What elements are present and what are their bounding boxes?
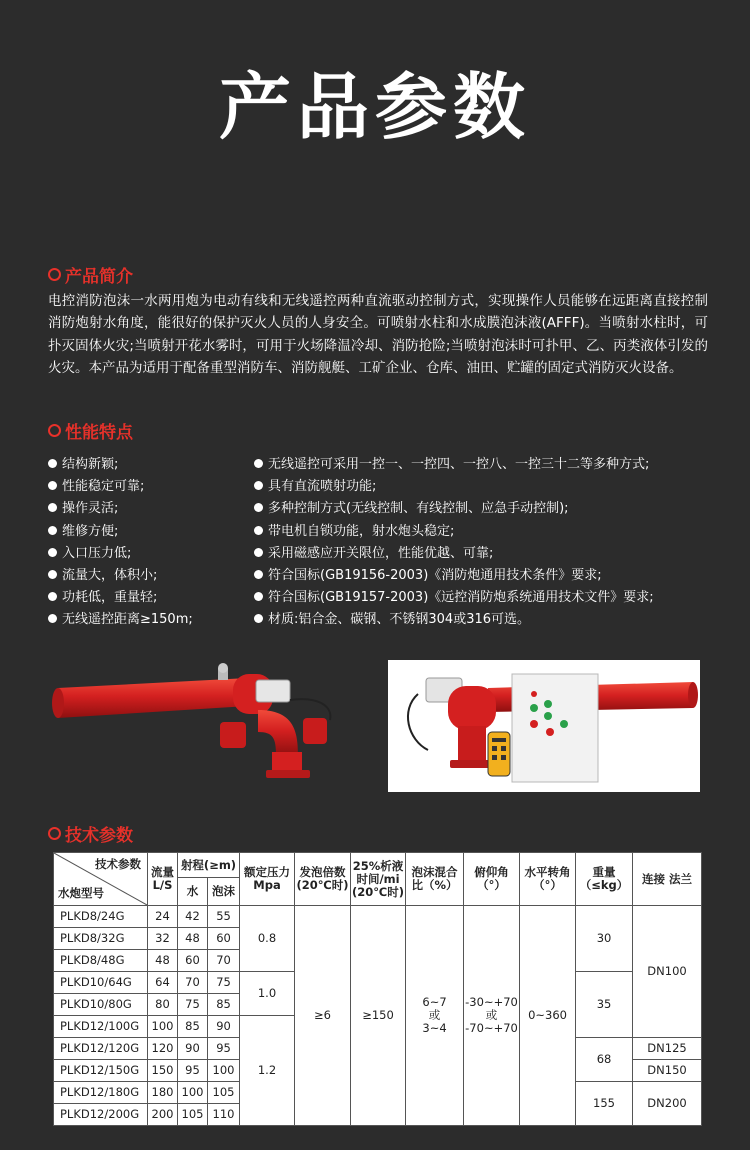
- model-cell: PLKD10/64G: [54, 972, 148, 994]
- feature-item: 操作灵活;: [48, 498, 248, 520]
- pitch-angle-cell: -30~+70 或 -70~+70: [464, 906, 520, 1126]
- feature-item: 无线遥控距离≥150m;: [48, 609, 248, 631]
- feature-item: 多种控制方式(无线控制、有线控制、应急手动控制);: [254, 498, 724, 520]
- water-range-cell: 85: [178, 1016, 208, 1038]
- header-flange: 连接 法兰: [633, 853, 702, 906]
- bullet-icon: [48, 614, 57, 623]
- flange-cell: DN100: [633, 906, 702, 1038]
- feature-item: 入口压力低;: [48, 543, 248, 565]
- model-cell: PLKD12/100G: [54, 1016, 148, 1038]
- weight-cell: 30: [576, 906, 633, 972]
- model-cell: PLKD10/80G: [54, 994, 148, 1016]
- flow-cell: 200: [148, 1104, 178, 1126]
- feature-item: 结构新颖;: [48, 454, 248, 476]
- feature-item: 符合国标(GB19157-2003)《远控消防炮系统通用技术文件》要求;: [254, 587, 724, 609]
- foam-range-cell: 90: [208, 1016, 240, 1038]
- flow-cell: 64: [148, 972, 178, 994]
- page-title: 产品参数: [218, 65, 531, 149]
- header-mix-ratio: 泡沫混合 比（%）: [406, 853, 464, 906]
- header-flow: 流量 L/S: [148, 853, 178, 906]
- bullet-icon: [48, 526, 57, 535]
- flow-cell: 100: [148, 1016, 178, 1038]
- intro-text: 电控消防泡沫一水两用炮为电动有线和无线遥控两种直流驱动控制方式，实现操作人员能够在远距离直接控制消防炮射水角度，能很好的保护灭火人员的人身安全。可喷射水柱和水成膜泡沫液(AFFF)。当喷射水柱时，可扑灭固体火灾;当喷射开花水雾时，可用于火场降温冷却、消防抢险;当喷射泡沫时可扑甲、乙、丙类液体引发的火灾。本产品为适用于配备重型消防车、消防舰艇、工矿企业、仓库、油田、贮罐的固定式消防灭火设备。: [48, 293, 708, 377]
- product-image-control-cabinet: [388, 660, 700, 792]
- expansion-cell: ≥6: [295, 906, 351, 1126]
- flow-cell: 180: [148, 1082, 178, 1104]
- circle-icon: [48, 268, 61, 281]
- model-cell: PLKD8/32G: [54, 928, 148, 950]
- bullet-icon: [48, 592, 57, 601]
- foam-range-cell: 105: [208, 1082, 240, 1104]
- model-cell: PLKD12/180G: [54, 1082, 148, 1104]
- header-weight: 重量 （≤kg）: [576, 853, 633, 906]
- header-model-label: 水炮型号: [58, 886, 104, 900]
- feature-item: 材质:铝合金、碳钢、不锈钢304或316可选。: [254, 609, 724, 631]
- header-spec-label: 技术参数: [95, 857, 141, 871]
- weight-cell: 68: [576, 1038, 633, 1082]
- flow-cell: 150: [148, 1060, 178, 1082]
- water-range-cell: 70: [178, 972, 208, 994]
- flow-cell: 48: [148, 950, 178, 972]
- product-image-monitor: [48, 660, 348, 790]
- drain-time-cell: ≥150: [351, 906, 406, 1126]
- flange-cell: DN200: [633, 1082, 702, 1126]
- pressure-cell: 1.0: [240, 972, 295, 1016]
- water-range-cell: 75: [178, 994, 208, 1016]
- flow-cell: 80: [148, 994, 178, 1016]
- foam-range-cell: 55: [208, 906, 240, 928]
- features-right: [254, 454, 724, 632]
- bullet-icon: [254, 459, 263, 468]
- flow-cell: 120: [148, 1038, 178, 1060]
- bullet-icon: [254, 503, 263, 512]
- water-range-cell: 95: [178, 1060, 208, 1082]
- model-cell: PLKD12/200G: [54, 1104, 148, 1126]
- intro-heading: 产品简介: [48, 266, 133, 288]
- bullet-icon: [254, 570, 263, 579]
- water-range-cell: 48: [178, 928, 208, 950]
- foam-range-cell: 100: [208, 1060, 240, 1082]
- feature-item: 采用磁感应开关限位，性能优越、可靠;: [254, 543, 724, 565]
- feature-item: 性能稳定可靠;: [48, 476, 248, 498]
- header-pressure: 额定压力 Mpa: [240, 853, 295, 906]
- flange-cell: DN150: [633, 1060, 702, 1082]
- weight-cell: 155: [576, 1082, 633, 1126]
- bullet-icon: [254, 548, 263, 557]
- feature-item: 带电机自锁功能，射水炮头稳定;: [254, 521, 724, 543]
- rotation-cell: 0~360: [520, 906, 576, 1126]
- water-range-cell: 42: [178, 906, 208, 928]
- bullet-icon: [48, 459, 57, 468]
- bullet-icon: [254, 481, 263, 490]
- bullet-icon: [48, 503, 57, 512]
- features-left: [48, 454, 248, 632]
- weight-cell: 35: [576, 972, 633, 1038]
- header-range-water: 水: [178, 878, 208, 906]
- feature-item: 流量大，体积小;: [48, 565, 248, 587]
- header-rotation-angle: 水平转角 （°）: [520, 853, 576, 906]
- model-cell: PLKD12/150G: [54, 1060, 148, 1082]
- bullet-icon: [48, 548, 57, 557]
- water-range-cell: 105: [178, 1104, 208, 1126]
- header-drain-time: 25%析液 时间/mi (20℃时): [351, 853, 406, 906]
- header-pitch-angle: 俯仰角 （°）: [464, 853, 520, 906]
- pressure-cell: 1.2: [240, 1016, 295, 1126]
- bullet-icon: [254, 592, 263, 601]
- model-cell: PLKD12/120G: [54, 1038, 148, 1060]
- feature-item: 维修方便;: [48, 521, 248, 543]
- water-range-cell: 60: [178, 950, 208, 972]
- flow-cell: 32: [148, 928, 178, 950]
- feature-item: 符合国标(GB19156-2003)《消防炮通用技术条件》要求;: [254, 565, 724, 587]
- foam-range-cell: 110: [208, 1104, 240, 1126]
- feature-item: 无线遥控可采用一控一、一控四、一控八、一控三十二等多种方式;: [254, 454, 724, 476]
- water-range-cell: 90: [178, 1038, 208, 1060]
- circle-icon: [48, 827, 61, 840]
- model-cell: PLKD8/48G: [54, 950, 148, 972]
- features-heading: 性能特点: [48, 422, 133, 444]
- bullet-icon: [254, 526, 263, 535]
- spec-table: [53, 852, 702, 1126]
- header-diagonal-cell: [54, 853, 148, 906]
- bullet-icon: [48, 570, 57, 579]
- bullet-icon: [254, 614, 263, 623]
- header-range-foam: 泡沫: [208, 878, 240, 906]
- foam-range-cell: 70: [208, 950, 240, 972]
- mix-ratio-cell: 6~7 或 3~4: [406, 906, 464, 1126]
- water-range-cell: 100: [178, 1082, 208, 1104]
- model-cell: PLKD8/24G: [54, 906, 148, 928]
- circle-icon: [48, 424, 61, 437]
- foam-range-cell: 85: [208, 994, 240, 1016]
- pressure-cell: 0.8: [240, 906, 295, 972]
- flow-cell: 24: [148, 906, 178, 928]
- specs-heading: 技术参数: [48, 825, 133, 847]
- feature-item: 功耗低，重量轻;: [48, 587, 248, 609]
- bullet-icon: [48, 481, 57, 490]
- feature-item: 具有直流喷射功能;: [254, 476, 724, 498]
- header-expansion: 发泡倍数 (20℃时): [295, 853, 351, 906]
- header-range: 射程(≥m): [178, 853, 240, 878]
- foam-range-cell: 60: [208, 928, 240, 950]
- foam-range-cell: 95: [208, 1038, 240, 1060]
- foam-range-cell: 75: [208, 972, 240, 994]
- table-row: [54, 906, 702, 928]
- flange-cell: DN125: [633, 1038, 702, 1060]
